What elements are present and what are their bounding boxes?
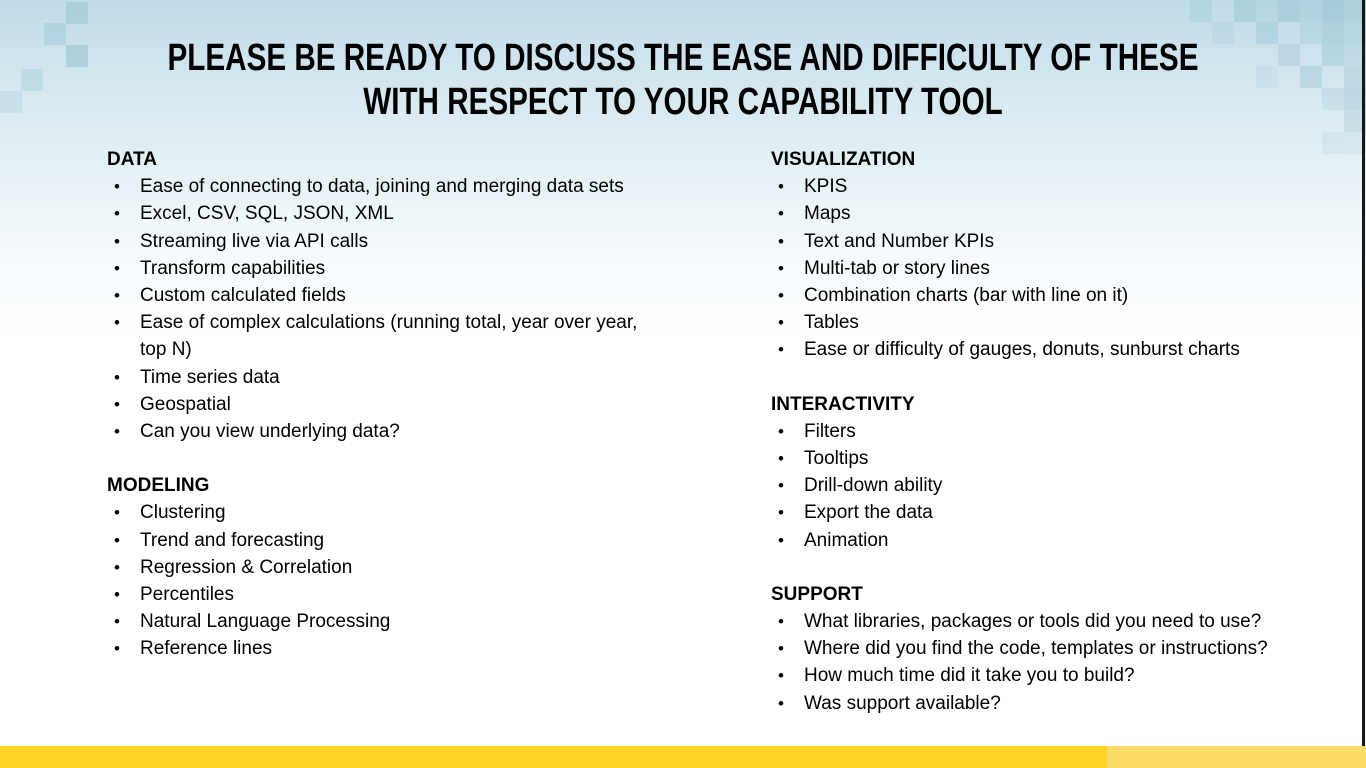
list-item-text: Ease of connecting to data, joining and merging data sets — [140, 176, 624, 198]
bullet-icon: • — [778, 286, 784, 306]
list-item — [107, 200, 652, 227]
bullet-icon: • — [114, 313, 120, 333]
bullet-icon: • — [778, 639, 784, 659]
bullet-icon: • — [778, 693, 784, 713]
list-item-text: Excel, CSV, SQL, JSON, XML — [140, 203, 394, 225]
decorative-square — [21, 69, 43, 91]
list-item — [107, 499, 652, 526]
list-item — [107, 418, 652, 445]
decorative-square — [1300, 22, 1322, 44]
list-item — [107, 364, 652, 391]
decorative-square — [1256, 0, 1278, 22]
decorative-square — [1256, 66, 1278, 88]
list-item — [107, 173, 652, 200]
bullet-icon: • — [778, 612, 784, 632]
bullet-icon: • — [114, 231, 120, 251]
decorative-square — [66, 2, 88, 24]
bullet-icon: • — [778, 421, 784, 441]
list-item-text: KPIS — [804, 176, 848, 198]
list-item — [771, 200, 1361, 227]
right-edge-accent-line — [1362, 0, 1365, 746]
list-item-text: Ease or difficulty of gauges, donuts, sunburst charts — [804, 339, 1240, 361]
list-item — [771, 282, 1361, 309]
list-item-text: Was support available? — [804, 692, 1001, 714]
slide-title-line-1: PLEASE BE READY TO DISCUSS THE EASE AND DIFFICULTY OF THESE — [167, 37, 1199, 79]
list-item — [107, 228, 652, 255]
bullet-icon: • — [778, 503, 784, 523]
bullet-icon: • — [114, 367, 120, 387]
list-item-text: Clustering — [140, 502, 226, 524]
section-data — [107, 146, 652, 445]
list-item-text: Transform capabilities — [140, 257, 326, 279]
list-item-text: Streaming live via API calls — [140, 230, 369, 252]
decorative-square — [1190, 0, 1212, 22]
bullet-icon: • — [778, 204, 784, 224]
bullet-icon: • — [114, 204, 120, 224]
list-item-text: Regression & Correlation — [140, 556, 353, 578]
decorative-square — [1322, 88, 1344, 110]
list-item — [771, 418, 1361, 445]
bullet-icon: • — [778, 258, 784, 278]
list-item-text: Combination charts (bar with line on it) — [804, 285, 1129, 307]
section-heading: INTERACTIVITY — [771, 393, 915, 415]
list-item-text: Tables — [804, 312, 859, 334]
list-item — [107, 608, 652, 635]
decorative-square — [1278, 44, 1300, 66]
decorative-square — [1278, 0, 1300, 22]
bullet-icon: • — [114, 286, 120, 306]
list-item-text: Tooltips — [804, 448, 869, 470]
list-item — [771, 173, 1361, 200]
bullet-icon: • — [114, 394, 120, 414]
list-item-text: Animation — [804, 529, 889, 551]
list-item-text: Drill-down ability — [804, 475, 943, 497]
decorative-square — [1256, 22, 1278, 44]
list-item — [107, 554, 652, 581]
bullet-icon: • — [778, 340, 784, 360]
list-item — [107, 255, 652, 282]
slide-title-line-2: WITH RESPECT TO YOUR CAPABILITY TOOL — [363, 81, 1003, 123]
section-heading: MODELING — [107, 475, 210, 497]
list-item — [771, 635, 1361, 662]
list-item — [107, 527, 652, 554]
bullet-icon: • — [114, 503, 120, 523]
list-item-text: Percentiles — [140, 584, 234, 606]
list-item-text: Filters — [804, 420, 856, 442]
decorative-square — [1322, 44, 1344, 66]
section-heading: DATA — [107, 149, 157, 170]
list-item — [771, 309, 1361, 336]
bullet-icon: • — [778, 449, 784, 469]
list-item-text: How much time did it take you to build? — [804, 665, 1135, 687]
bullet-list — [107, 499, 652, 662]
decorative-square — [1300, 0, 1322, 22]
decorative-square — [0, 91, 22, 113]
bullet-icon: • — [114, 639, 120, 659]
bullet-list — [107, 173, 652, 445]
list-item-text: Custom calculated fields — [140, 285, 346, 307]
decorative-square — [66, 45, 88, 67]
decorative-square — [1322, 22, 1344, 44]
list-item — [771, 336, 1361, 363]
list-item — [107, 635, 652, 662]
list-item — [771, 228, 1361, 255]
bullet-icon: • — [114, 177, 120, 197]
section-visualization — [771, 146, 1361, 364]
bullet-icon: • — [114, 258, 120, 278]
list-item — [771, 445, 1361, 472]
list-item-text: Multi-tab or story lines — [804, 257, 990, 279]
list-item — [771, 499, 1361, 526]
list-item — [107, 309, 652, 363]
decorative-square — [1234, 0, 1256, 22]
decorative-square — [1322, 0, 1344, 22]
footer-bar-gold-light — [1107, 746, 1366, 768]
list-item — [771, 255, 1361, 282]
list-item-text: Ease of complex calculations (running total, year over year, top N) — [140, 312, 638, 361]
slide-title — [150, 36, 1215, 124]
list-item-text: Geospatial — [140, 393, 231, 415]
footer-bar-gold — [0, 746, 1107, 768]
bullet-icon: • — [114, 612, 120, 632]
list-item-text: Where did you find the code, templates or instructions? — [804, 638, 1268, 660]
list-item — [107, 391, 652, 418]
bullet-icon: • — [114, 557, 120, 577]
section-modeling — [107, 472, 652, 662]
bullet-icon: • — [778, 476, 784, 496]
list-item-text: Trend and forecasting — [140, 529, 325, 551]
list-item — [771, 608, 1361, 635]
list-item-text: Natural Language Processing — [140, 611, 391, 633]
bullet-icon: • — [114, 585, 120, 605]
list-item-text: Export the data — [804, 502, 933, 524]
section-interactivity — [771, 391, 1361, 554]
bullet-list — [771, 173, 1361, 363]
list-item-text: Reference lines — [140, 638, 273, 660]
bullet-icon: • — [778, 313, 784, 333]
list-item-text: What libraries, packages or tools did you need to use? — [804, 611, 1262, 633]
bullet-icon: • — [778, 177, 784, 197]
bullet-list — [771, 418, 1361, 554]
list-item-text: Time series data — [140, 366, 280, 388]
section-support — [771, 581, 1361, 717]
bullet-icon: • — [778, 666, 784, 686]
section-heading: VISUALIZATION — [771, 149, 916, 170]
list-item — [107, 581, 652, 608]
decorative-square — [1300, 66, 1322, 88]
bullet-icon: • — [778, 231, 784, 251]
right-column — [771, 146, 1361, 717]
decorative-square — [44, 23, 66, 45]
list-item — [771, 690, 1361, 717]
list-item — [107, 282, 652, 309]
list-item — [771, 472, 1361, 499]
bullet-icon: • — [114, 422, 120, 442]
bullet-icon: • — [114, 530, 120, 550]
list-item — [771, 527, 1361, 554]
section-heading: SUPPORT — [771, 583, 863, 605]
list-item — [771, 662, 1361, 689]
bullet-list — [771, 608, 1361, 717]
list-item-text: Maps — [804, 203, 851, 225]
bullet-icon: • — [778, 530, 784, 550]
list-item-text: Can you view underlying data? — [140, 421, 400, 443]
list-item-text: Text and Number KPIs — [804, 230, 995, 252]
left-column — [107, 146, 652, 663]
